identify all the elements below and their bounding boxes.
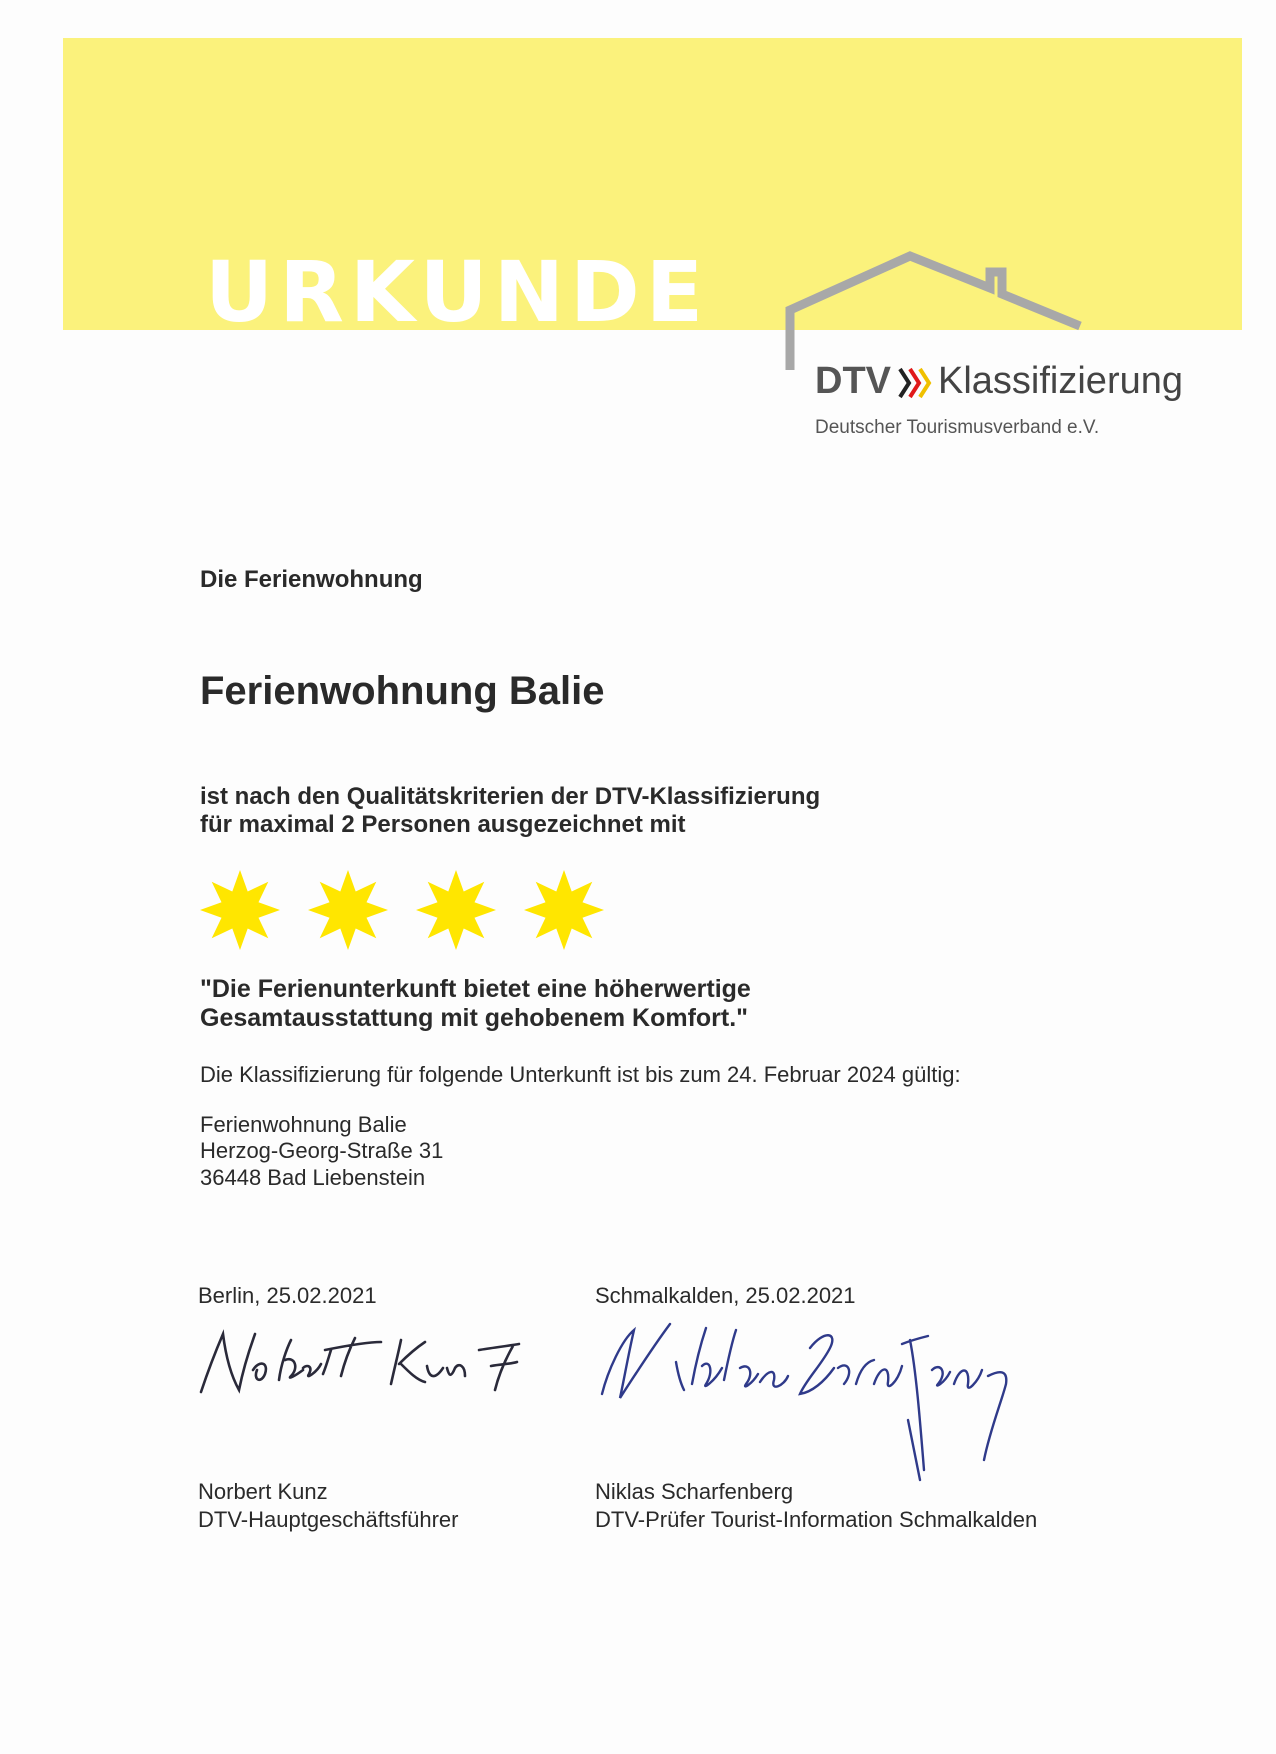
criteria-line-1: ist nach den Qualitätskriterien der DTV-Klassifizierung — [200, 783, 821, 810]
place-date-left: Berlin, 25.02.2021 — [198, 1283, 377, 1308]
chevron-arrows-icon — [897, 366, 933, 400]
address-line-2: Herzog-Georg-Straße 31 — [200, 1138, 444, 1164]
property-address — [200, 1112, 443, 1191]
logo-brand: DTV — [815, 360, 891, 402]
star-rating — [198, 868, 630, 957]
address-line-1: Ferienwohnung Balie — [200, 1112, 407, 1137]
address-line-3: 36448 Bad Liebenstein — [200, 1164, 426, 1190]
signature-niklas-scharfenberg — [598, 1310, 1018, 1490]
signature-norbert-kunz — [195, 1320, 535, 1410]
property-name: Ferienwohnung Balie — [200, 669, 605, 713]
place-date-right: Schmalkalden, 25.02.2021 — [595, 1283, 856, 1308]
star-icon — [414, 868, 498, 952]
intro-text: Die Ferienwohnung — [200, 566, 423, 593]
quote-line-1: "Die Ferienunterkunft bietet eine höherwertige — [200, 975, 751, 1003]
star-icon — [522, 868, 606, 952]
signatory-left — [198, 1478, 458, 1533]
signatory-right-name: Niklas Scharfenberg — [595, 1479, 794, 1504]
signatory-left-name: Norbert Kunz — [198, 1479, 328, 1504]
logo-subtitle: Deutscher Tourismusverband e.V. — [815, 417, 1100, 438]
rating-quote — [200, 975, 751, 1033]
signatory-right-role: DTV-Prüfer Tourist-Information Schmalkalden — [595, 1506, 1038, 1532]
star-icon — [306, 868, 390, 952]
signatory-left-role: DTV-Hauptgeschäftsführer — [198, 1506, 459, 1532]
signatory-right — [595, 1478, 1037, 1533]
criteria-text — [200, 783, 820, 838]
validity-text: Die Klassifizierung für folgende Unterkunft ist bis zum 24. Februar 2024 gültig: — [200, 1062, 961, 1087]
star-icon — [198, 868, 282, 952]
certificate-title: URKUNDE — [205, 243, 710, 342]
quote-line-2: Gesamtausstattung mit gehobenem Komfort." — [200, 1003, 749, 1032]
criteria-line-2: für maximal 2 Personen ausgezeichnet mit — [200, 810, 686, 838]
house-roof-icon — [780, 250, 1200, 370]
logo-name: Klassifizierung — [938, 360, 1183, 402]
dtv-logo — [780, 250, 1200, 450]
